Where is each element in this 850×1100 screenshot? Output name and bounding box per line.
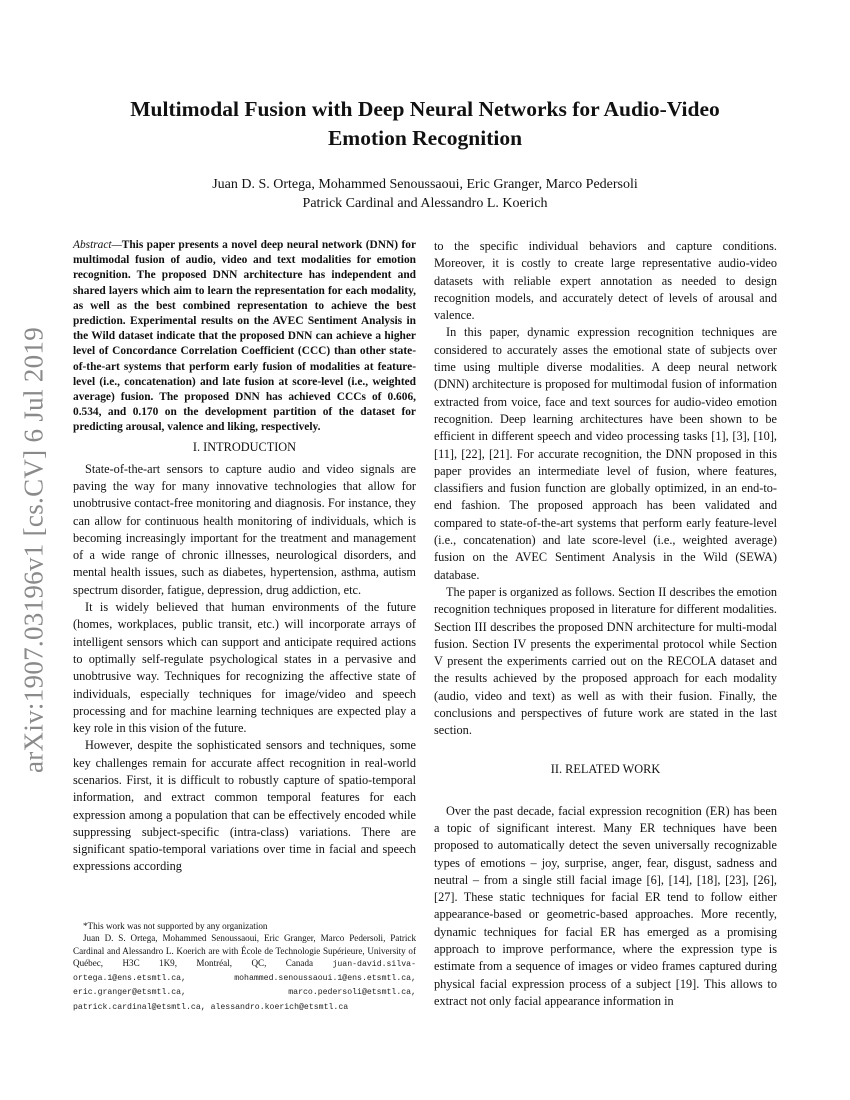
footnote-funding: *This work was not supported by any organization: [83, 921, 268, 931]
intro-paragraph-4: In this paper, dynamic expression recognition techniques are considered to accurately asses the emotional state of subjects over time using multiple diverse modalities. A deep neural network (DNN) architecture is proposed for multimodal fusion of information extracted from voice, face and text sources for audio-video emotion recognition. Deep learning architectures have been shown to be efficient in different speech and video processing tasks [1], [3], [10], [11], [22], [21]. For accurate recognition, the DNN proposed in this paper provides an intermediate level of fusion, where features, classifiers and fusion function are globally optimized, in an end-to-end fashion. The proposed approach has been validated and compared to state-of-the-art systems that perform early feature-level (i.e., concatenation) and late score-level (i.e., weighted average) fusion on the AVEC Sentiment Analysis in the Wild (SEWA) database.: [434, 325, 777, 582]
intro-paragraph-3: However, despite the sophisticated sensors and techniques, some key challenges remain for accurate affect recognition in real-world scenarios. First, it is difficult to robustly capture of spatio-temporal information, and extract common temporal features for each expression among a population that can be effectively encoded while suppressing subject-specific (intra-class) variations. There are significant spatio-temporal variations over time in facial and speech expressions according: [73, 738, 416, 874]
section-heading-introduction: I. INTRODUCTION: [192, 439, 297, 454]
arxiv-stamp: [8, 300, 60, 800]
left-column: [73, 238, 416, 876]
intro-paragraph-1: State-of-the-art sensors to capture audio and video signals are paving the way for many innovative technologies that allow for unobtrusive contact-free monitoring and diagnosis. For instance, they can allow for continuous health monitoring of individuals, which is becoming increasingly important for the treatment and management of a wide range of chronic illnesses, neurological disorders, and mental health issues, such as diabetes, hypertension, asthma, autism spectrum disorder, fatigue, depression, drug addiction, etc.: [73, 461, 416, 597]
footnote-emails: juan-david.silva-ortega.1@ens.etsmtl.ca, mohammed.senoussaoui.1@ens.etsmtl.ca, eric.granger@etsmtl.ca, marco.pedersoli@etsmtl.ca, patrick.cardinal@etsmtl.ca, alessandro.koerich@etsmtl.ca: [73, 959, 416, 1012]
footnotes: [73, 920, 416, 1014]
title-line-1: Multimodal Fusion with Deep Neural Networks for Audio-Video: [130, 97, 720, 121]
intro-paragraph-5: The paper is organized as follows. Section II describes the emotion recognition techniques proposed in literature for different modalities. Section III describes the proposed DNN architecture for multi-modal fusion. Section IV presents the experimental protocol while Section V present the experiments carried out on the RECOLA dataset and the results achieved by the proposed approach for each modality (audio, video and text) as well as with their fusion. Finally, the conclusions and perspectives of future work are stated in the last section.: [434, 584, 777, 738]
intro-paragraph-continued: to the specific individual behaviors and capture conditions. Moreover, it is costly to create large representative audio-video datasets with reliable expert annotation as needed to design recognition models, and accurately detect of levels of arousal and valence.: [434, 239, 777, 323]
right-column: [434, 238, 777, 1010]
section-heading-related-work: II. RELATED WORK: [550, 761, 661, 776]
related-work-paragraph-1: Over the past decade, facial expression recognition (ER) has been a topic of significant interest. Many ER techniques have been proposed to automatically detect the seven universally recognizable types of emotions – joy, surprise, anger, fear, disgust, sadness and neutral – from a single still facial image [6], [14], [18], [23], [26], [27]. These static techniques for facial ER tend to follow either appearance-based or geometric-based approaches. More recently, dynamic techniques for facial ER has emerged as a promising approach to improve performance, where the expression type is estimate from a sequence of images or video frames captured during physical facial expression process of a subject [19]. This allows to extract not only facial appearance information in: [434, 803, 777, 1008]
paper-title: [90, 95, 760, 153]
abstract-lead: Abstract—: [73, 239, 122, 251]
title-line-2: Emotion Recognition: [327, 126, 523, 150]
footnote-affiliation: [73, 932, 416, 1014]
authors-line-2: Patrick Cardinal and Alessandro L. Koerich: [302, 196, 548, 211]
authors-line-1: Juan D. S. Ortega, Mohammed Senoussaoui, Eric Granger, Marco Pedersoli: [212, 177, 638, 192]
author-list: [90, 175, 760, 213]
intro-paragraph-2: It is widely believed that human environments of the future (homes, workplaces, public transit, etc.) will incorporate arrays of intelligent sensors which can support and anticipate required actions to optimally self-regulate psychological states in a pervasive and unobtrusive way. Techniques for recognizing the affective state of individuals, especially techniques for image/video and speech processing and for machine learning techniques are expected play a key role in this vision of the future.: [73, 600, 416, 736]
abstract-text: This paper presents a novel deep neural network (DNN) for multimodal fusion of audio, video and text modalities for emotion recognition. The proposed DNN architecture has independent and shared layers which aim to learn the representation for each modality, as well as the best combined representation to achieve the best prediction. Experimental results on the AVEC Sentiment Analysis in the Wild dataset indicate that the proposed DNN can achieve a higher level of Concordance Correlation Coefficient (CCC) than other state-of-the-art systems that perform early fusion of modalities at feature-level (i.e., concatenation) and late fusion at score-level (i.e., weighted average) fusion. The proposed DNN has achieved CCCs of 0.606, 0.534, and 0.170 on the development partition of the dataset for predicting arousal, valence and liking, respectively.: [73, 239, 416, 434]
abstract: [73, 238, 416, 436]
arxiv-stamp-text: arXiv:1907.03196v1 [cs.CV] 6 Jul 2019: [18, 326, 49, 774]
footnote-affiliation-text: Juan D. S. Ortega, Mohammed Senoussaoui, Eric Granger, Marco Pedersoli, Patrick Cardinal and Alessandro L. Koerich are with École de Technologie Supérieure, University of Québec, H3C 1K9, Montréal, QC, Canada: [73, 933, 416, 968]
